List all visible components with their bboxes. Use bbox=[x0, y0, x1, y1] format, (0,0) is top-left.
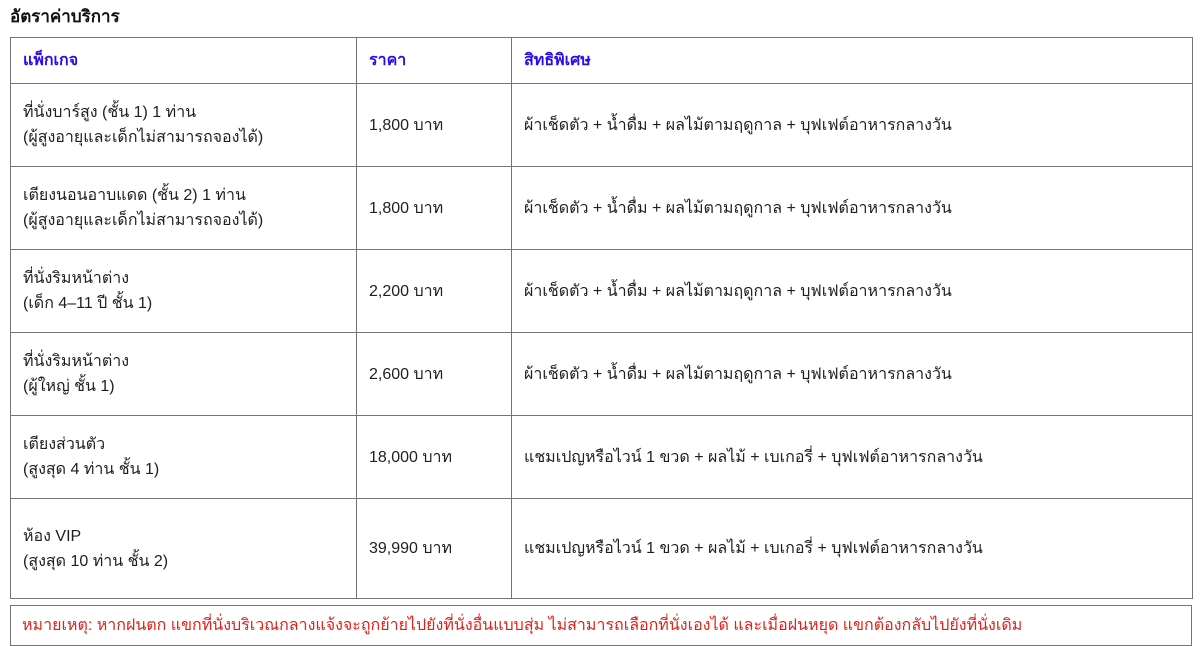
package-condition: (ผู้สูงอายุและเด็กไม่สามารถจองได้) bbox=[23, 129, 264, 146]
header-package: แพ็กเกจ bbox=[11, 38, 357, 84]
package-cell bbox=[11, 333, 357, 416]
package-cell bbox=[11, 167, 357, 250]
table-row bbox=[11, 250, 1193, 333]
privileges-cell: ผ้าเช็ดตัว + น้ำดื่ม + ผลไม้ตามฤดูกาล + บุฟเฟต์อาหารกลางวัน bbox=[512, 250, 1193, 333]
price-cell: 1,800 บาท bbox=[357, 167, 512, 250]
table-row bbox=[11, 333, 1193, 416]
package-condition: (ผู้สูงอายุและเด็กไม่สามารถจองได้) bbox=[23, 212, 264, 229]
package-name: ที่นั่งริมหน้าต่าง bbox=[23, 270, 130, 287]
package-condition: (สูงสุด 10 ท่าน ชั้น 2) bbox=[23, 552, 169, 570]
table-row bbox=[11, 499, 1193, 599]
privileges-cell: ผ้าเช็ดตัว + น้ำดื่ม + ผลไม้ตามฤดูกาล + บุฟเฟต์อาหารกลางวัน bbox=[512, 167, 1193, 250]
privileges-cell: ผ้าเช็ดตัว + น้ำดื่ม + ผลไม้ตามฤดูกาล + บุฟเฟต์อาหารกลางวัน bbox=[512, 333, 1193, 416]
service-rate-table bbox=[10, 37, 1193, 599]
price-cell: 18,000 บาท bbox=[357, 416, 512, 499]
privileges-cell: ผ้าเช็ดตัว + น้ำดื่ม + ผลไม้ตามฤดูกาล + บุฟเฟต์อาหารกลางวัน bbox=[512, 84, 1193, 167]
package-cell bbox=[11, 84, 357, 167]
package-name: เตียงส่วนตัว bbox=[23, 436, 106, 453]
note-text: หมายเหตุ: หากฝนตก แขกที่นั่งบริเวณกลางแจ้งจะถูกย้ายไปยังที่นั่งอื่นแบบสุ่ม ไม่สามารถเลือกที่นั่งเองได้ และเมื่อฝนหยุด แขกต้องกลับไปยังที่นั่งเดิม bbox=[22, 617, 1023, 634]
package-name: ที่นั่งบาร์สูง (ชั้น 1) 1 ท่าน bbox=[23, 104, 197, 121]
price-cell: 2,600 บาท bbox=[357, 333, 512, 416]
page-title: อัตราค่าบริการ bbox=[10, 7, 120, 26]
package-cell bbox=[11, 416, 357, 499]
header-price: ราคา bbox=[357, 38, 512, 84]
table-row bbox=[11, 84, 1193, 167]
package-name: ที่นั่งริมหน้าต่าง bbox=[23, 353, 130, 370]
header-privileges: สิทธิพิเศษ bbox=[512, 38, 1193, 84]
table-row bbox=[11, 167, 1193, 250]
price-cell: 2,200 บาท bbox=[357, 250, 512, 333]
package-cell bbox=[11, 499, 357, 599]
package-condition: (สูงสุด 4 ท่าน ชั้น 1) bbox=[23, 461, 160, 478]
package-name: ห้อง VIP bbox=[23, 527, 82, 545]
privileges-cell: แชมเปญหรือไวน์ 1 ขวด + ผลไม้ + เบเกอรี่ + บุฟเฟต์อาหารกลางวัน bbox=[512, 499, 1193, 599]
package-cell bbox=[11, 250, 357, 333]
privileges-cell: แชมเปญหรือไวน์ 1 ขวด + ผลไม้ + เบเกอรี่ + บุฟเฟต์อาหารกลางวัน bbox=[512, 416, 1193, 499]
package-condition: (เด็ก 4–11 ปี ชั้น 1) bbox=[23, 295, 153, 312]
package-name: เตียงนอนอาบแดด (ชั้น 2) 1 ท่าน bbox=[23, 187, 246, 204]
note-box bbox=[10, 605, 1192, 646]
table-header-row bbox=[11, 38, 1193, 84]
package-condition: (ผู้ใหญ่ ชั้น 1) bbox=[23, 378, 115, 395]
price-cell: 39,990 บาท bbox=[357, 499, 512, 599]
table-row bbox=[11, 416, 1193, 499]
price-cell: 1,800 บาท bbox=[357, 84, 512, 167]
